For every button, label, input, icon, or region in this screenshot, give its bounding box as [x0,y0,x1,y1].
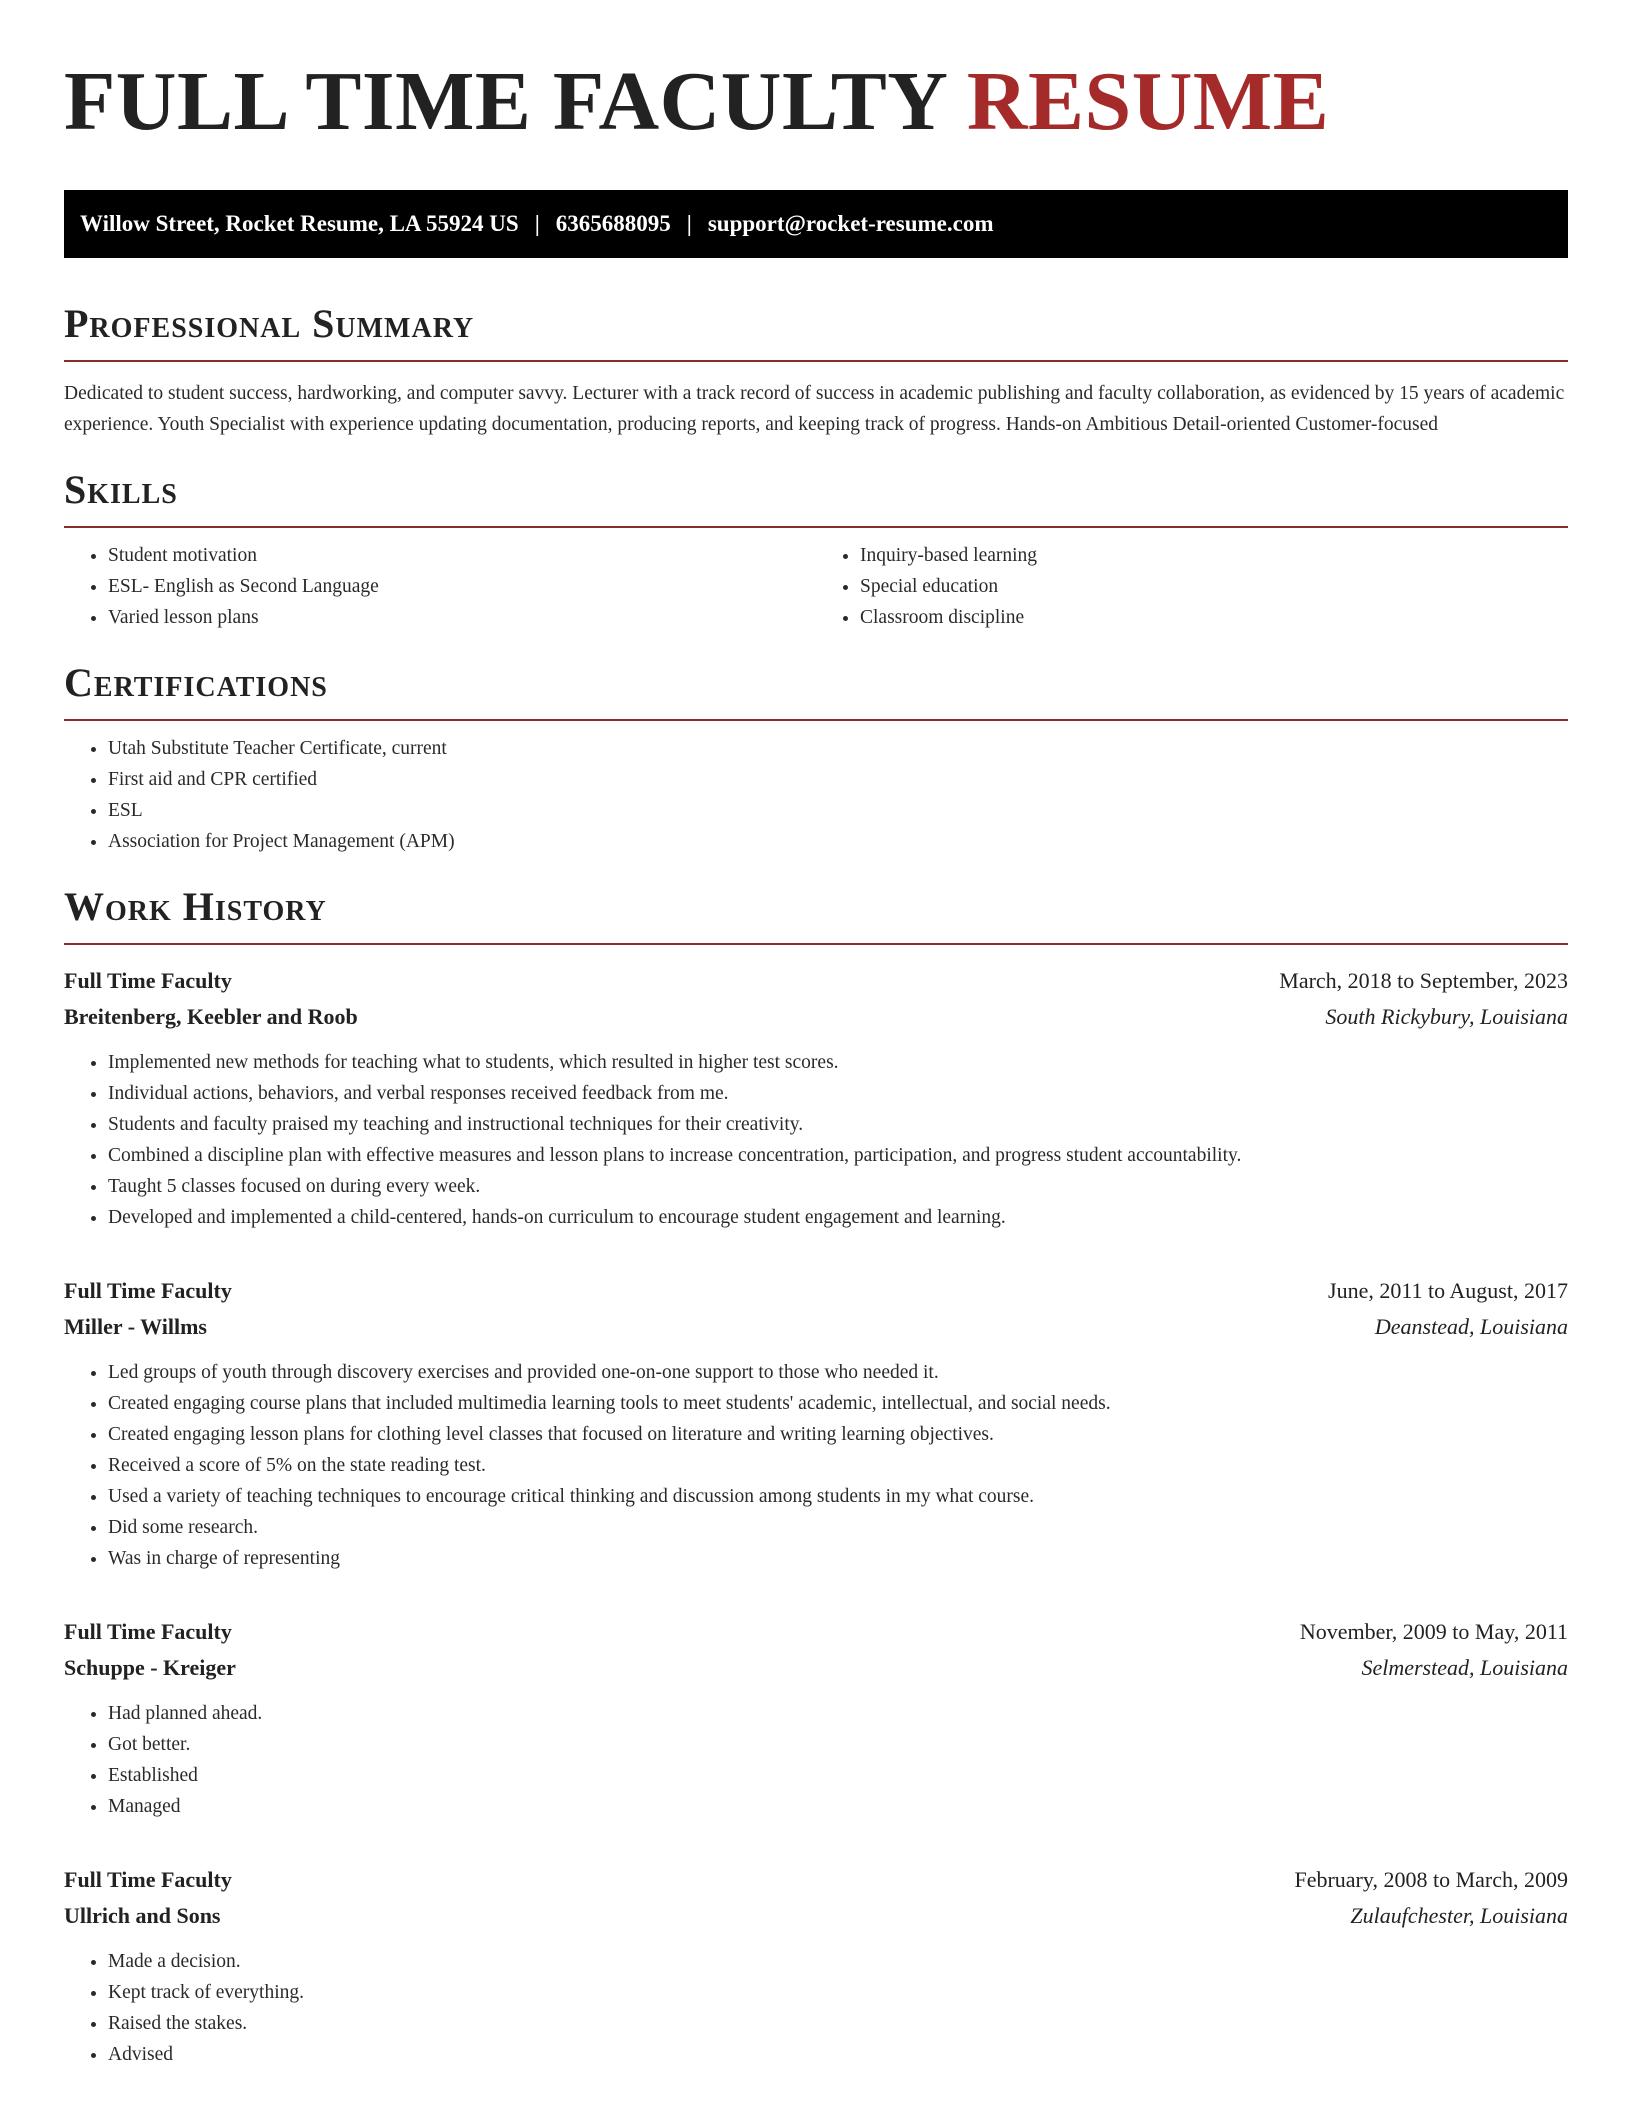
job-bullet: • Advised [108,2039,1568,2070]
job-bullet: • Implemented new methods for teaching what to students, which resulted in higher test scores. [108,1047,1568,1078]
job-header-row [64,1273,1568,1309]
certification-item: • Utah Substitute Teacher Certificate, current [108,733,1568,764]
contact-phone: 6365688095 [555,211,671,236]
job-location: Deanstead, Louisiana [1374,1314,1568,1339]
job-entry [64,1273,1568,1574]
job-company: Miller - Willms [64,1314,207,1339]
job-bullet: • Had planned ahead. [108,1698,1568,1729]
contact-separator: | [686,211,692,236]
job-bullet: • Students and faculty praised my teaching and instructional techniques for their creativity. [108,1109,1568,1140]
job-bullet: • Did some research. [108,1512,1568,1543]
section-title-work-history: Work History [64,885,1568,945]
job-title: Full Time Faculty [64,1867,232,1892]
job-bullets [64,1357,1568,1574]
job-dates: June, 2011 to August, 2017 [1328,1278,1568,1303]
summary-section [64,302,1568,440]
job-bullet: • Developed and implemented a child-centered, hands-on curriculum to encourage student engagement and learning. [108,1202,1568,1233]
contact-bar [64,190,1568,258]
job-bullet: • Individual actions, behaviors, and verbal responses received feedback from me. [108,1078,1568,1109]
job-company-row [64,1898,1568,1934]
job-location: South Rickybury, Louisiana [1325,1004,1568,1029]
job-company: Schuppe - Kreiger [64,1655,236,1680]
job-bullet: • Got better. [108,1729,1568,1760]
job-bullet: • Received a score of 5% on the state reading test. [108,1450,1568,1481]
certification-item: • ESL [108,795,1568,826]
job-company-row [64,999,1568,1035]
skill-item: • Varied lesson plans [108,602,816,633]
job-bullets [64,1047,1568,1233]
contact-separator: | [534,211,540,236]
job-bullet: • Created engaging lesson plans for clothing level classes that focused on literature and writing learning objectives. [108,1419,1568,1450]
job-bullet: • Created engaging course plans that included multimedia learning tools to meet students' academic, intellectual, and social needs. [108,1388,1568,1419]
contact-email[interactable]: support@rocket-resume.com [707,211,994,236]
job-company-row [64,1650,1568,1686]
job-bullet: • Kept track of everything. [108,1977,1568,2008]
skill-item: • ESL- English as Second Language [108,571,816,602]
certification-item: • Association for Project Management (APM) [108,826,1568,857]
summary-text: Dedicated to student success, hardworking, and computer savvy. Lecturer with a track record of success in academic publishing and faculty collaboration, as evidenced by 15 years of academic experience. Youth Specialist with experience updating documentation, producing reports, and keeping track of progress. Hands-on Ambitious Detail-oriented Customer-focused [64,383,1565,435]
resume-title [64,56,1568,148]
certifications-section [64,661,1568,857]
job-title: Full Time Faculty [64,968,232,993]
job-bullets [64,1698,1568,1822]
skills-list-left [64,540,816,633]
job-bullet: • Was in charge of representing [108,1543,1568,1574]
skills-list-right [816,540,1568,633]
job-dates: February, 2008 to March, 2009 [1294,1867,1568,1892]
skill-item: • Student motivation [108,540,816,571]
job-dates: March, 2018 to September, 2023 [1279,968,1568,993]
job-dates: November, 2009 to May, 2011 [1299,1619,1568,1644]
job-bullet: • Combined a discipline plan with effective measures and lesson plans to increase concentration, participation, and progress student accountability. [108,1140,1568,1171]
job-company: Breitenberg, Keebler and Roob [64,1004,358,1029]
job-bullet: • Established [108,1760,1568,1791]
skill-item: • Inquiry-based learning [860,540,1568,571]
job-entry [64,1614,1568,1822]
job-header-row [64,1862,1568,1898]
job-location: Zulaufchester, Louisiana [1350,1903,1568,1928]
job-bullet: • Led groups of youth through discovery exercises and provided one-on-one support to those who needed it. [108,1357,1568,1388]
skill-item: • Classroom discipline [860,602,1568,633]
job-entry [64,1862,1568,2070]
job-header-row [64,963,1568,999]
job-bullets [64,1946,1568,2070]
certification-item: • First aid and CPR certified [108,764,1568,795]
skill-item: • Special education [860,571,1568,602]
job-entry [64,963,1568,1233]
work-history-section [64,885,1568,2070]
title-main: FULL TIME FACULTY [64,55,946,148]
job-header-row [64,1614,1568,1650]
job-company-row [64,1309,1568,1345]
job-title: Full Time Faculty [64,1278,232,1303]
skills-section [64,468,1568,633]
job-location: Selmerstead, Louisiana [1361,1655,1568,1680]
section-title-certifications: Certifications [64,661,1568,721]
job-company: Ullrich and Sons [64,1903,221,1928]
job-bullet: • Used a variety of teaching techniques to encourage critical thinking and discussion among students in my what course. [108,1481,1568,1512]
job-bullet: • Raised the stakes. [108,2008,1568,2039]
title-accent: RESUME [966,55,1330,148]
job-title: Full Time Faculty [64,1619,232,1644]
section-title-skills: Skills [64,468,1568,528]
job-bullet: • Taught 5 classes focused on during every week. [108,1171,1568,1202]
certifications-list [64,733,1568,857]
section-title-summary: Professional Summary [64,302,1568,362]
job-bullet: • Managed [108,1791,1568,1822]
contact-address: Willow Street, Rocket Resume, LA 55924 US [80,211,519,236]
job-bullet: • Made a decision. [108,1946,1568,1977]
skills-columns [64,528,1568,633]
